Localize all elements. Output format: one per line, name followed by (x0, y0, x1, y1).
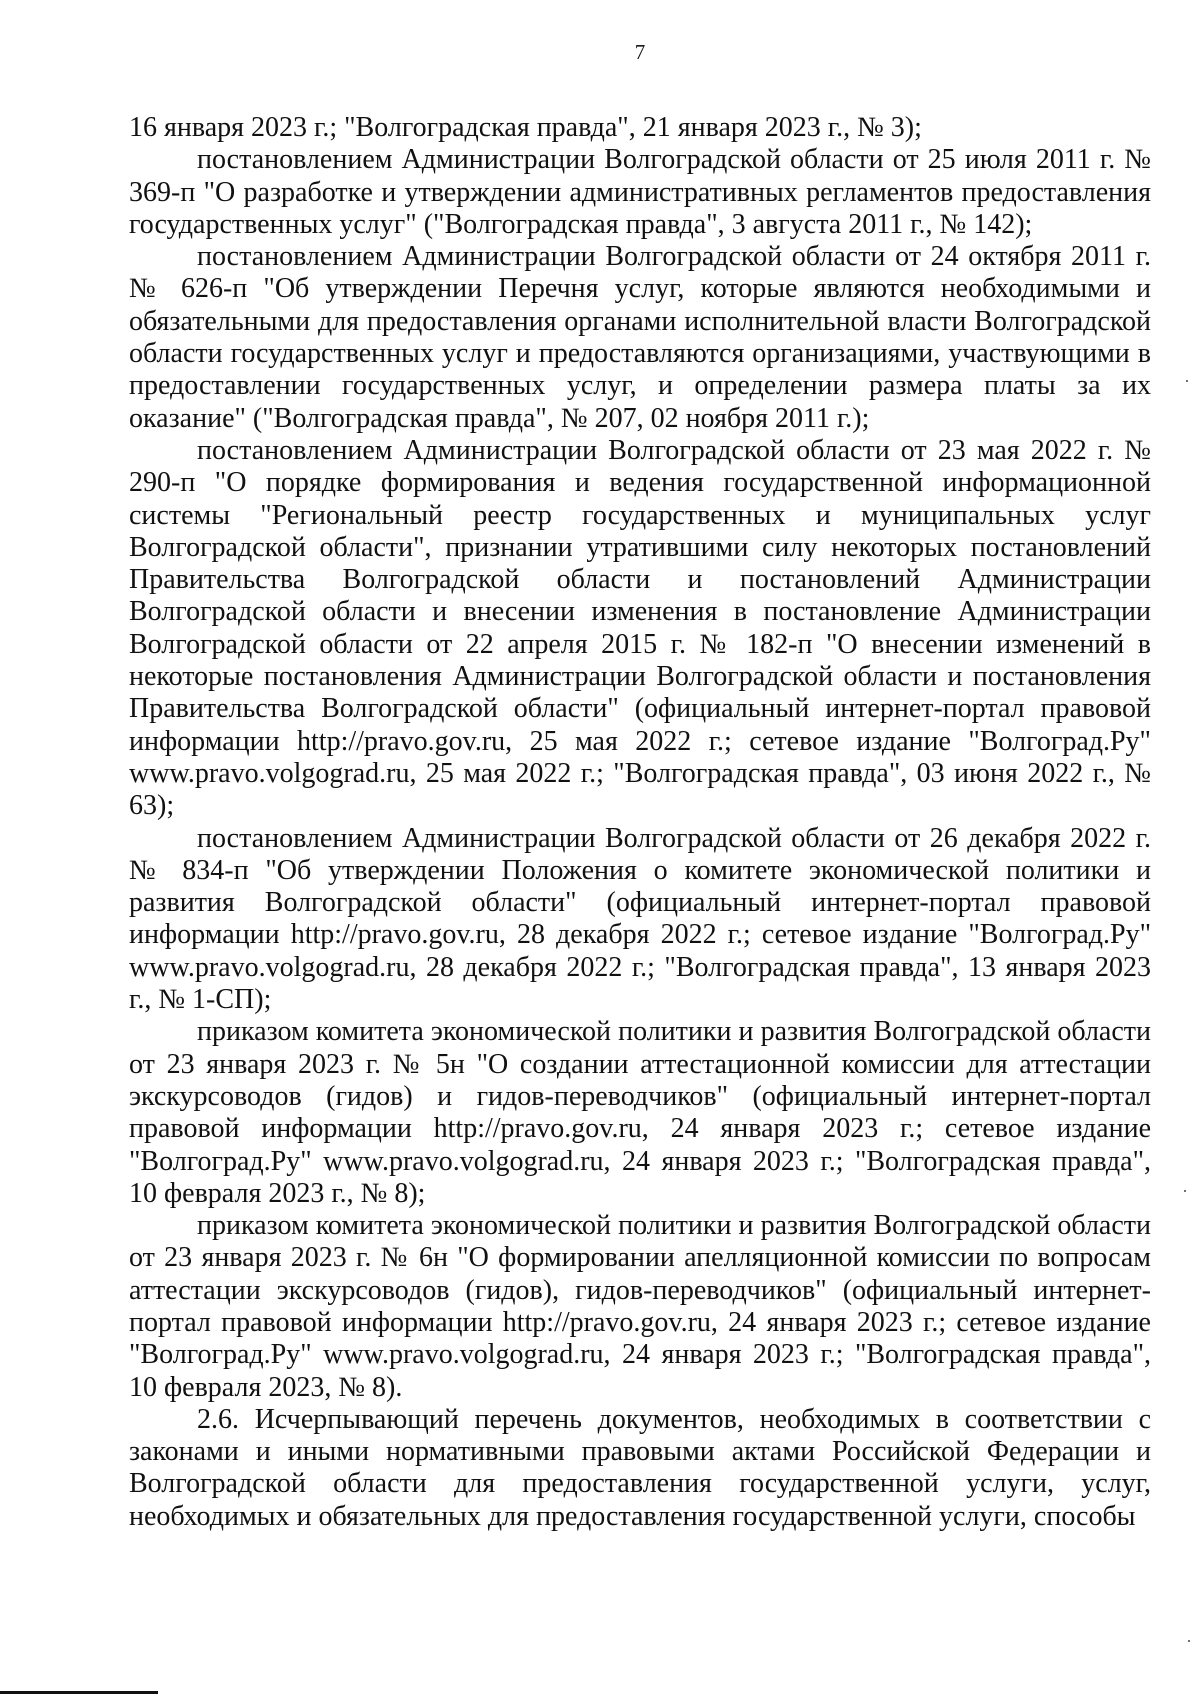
paragraph-continuation: 16 января 2023 г.; "Волгоградская правда", 21 января 2023 г., № 3); (129, 112, 922, 143)
paragraph-resolution-626p: постановлением Администрации Волгоградской области от 24 октября 2011 г. № 626-п "Об утверждении Перечня услуг, которые являются необходимыми и обязательными для предоставления органами исполнительной власти Волгоградской области государственных услуг и предоставляются организациями, участвующими в предоставлении государственных услуг, и определении размера платы за их оказание" ("Волгоградская правда", № 207, 02 ноября 2011 г.); (129, 241, 1151, 434)
paragraph-resolution-290p: постановлением Администрации Волгоградской области от 23 мая 2022 г. № 290-п "О порядке формирования и ведения государственной информационной системы "Региональный реестр государственных и муниципальных услуг Волгоградской области", признании утратившими силу некоторых постановлений Правительства Волгоградской области и постановлений Администрации Волгоградской области и внесении изменения в постановление Администрации Волгоградской области от 22 апреля 2015 г. № 182-п "О внесении изменений в некоторые постановления Администрации Волгоградской области и постановления Правительства Волгоградской области" (официальный интернет-портал правовой информации http://pravo.gov.ru, 25 мая 2022 г.; сетевое издание "Волгоград.Ру" www.pravo.volgograd.ru, 25 мая 2022 г.; "Волгоградская правда", 03 июня 2022 г., № 63); (129, 434, 1151, 822)
paragraph-resolution-834p: постановлением Администрации Волгоградской области от 26 декабря 2022 г. № 834-п "Об утверждении Положения о комитете экономической политики и развития Волгоградской области" (официальный интернет-портал правовой информации http://pravo.gov.ru, 28 декабря 2022 г.; сетевое издание "Волгоград.Ру" www.pravo.volgograd.ru, 28 декабря 2022 г.; "Волгоградская правда", 13 января 2023 г., № 1-СП); (129, 822, 1151, 1016)
footer-rule (0, 1691, 158, 1694)
scan-speck (1186, 380, 1188, 382)
scan-speck (1188, 1640, 1190, 1642)
paragraph-order-5n: приказом комитета экономической политики и развития Волгоградской области от 23 января 2023 г. № 5н "О создании аттестационной комиссии для аттестации экскурсоводов (гидов) и гидов-переводчиков" (официальный интернет-портал правовой информации http://pravo.gov.ru, 24 января 2023 г.; сетевое издание "Волгоград.Ру" www.pravo.volgograd.ru, 24 января 2023 г.; "Волгоградская правда", 10 февраля 2023 г., № 8); (129, 1016, 1151, 1209)
paragraph-order-6n: приказом комитета экономической политики и развития Волгоградской области от 23 января 2023 г. № 6н "О формировании апелляционной комиссии по вопросам аттестации экскурсоводов (гидов), гидов-переводчиков" (официальный интернет-портал правовой информации http://pravo.gov.ru, 24 января 2023 г.; сетевое издание "Волгоград.Ру" www.pravo.volgograd.ru, 24 января 2023 г.; "Волгоградская правда", 10 февраля 2023, № 8). (129, 1210, 1151, 1403)
document-body (129, 112, 1151, 1533)
paragraph-resolution-369p: постановлением Администрации Волгоградской области от 25 июля 2011 г. № 369-п "О разработке и утверждении административных регламентов предоставления государственных услуг" ("Волгоградская правда", 3 августа 2011 г., № 142); (129, 144, 1151, 240)
page-number: 7 (634, 40, 646, 64)
scan-speck (1184, 1190, 1186, 1192)
paragraph-section-2-6: 2.6. Исчерпывающий перечень документов, необходимых в соответствии с законами и иными нормативными правовыми актами Российской Федерации и Волгоградской области для предоставления государственной услуги, услуг, необходимых и обязательных для предоставления государственной услуги, способы (129, 1403, 1151, 1532)
